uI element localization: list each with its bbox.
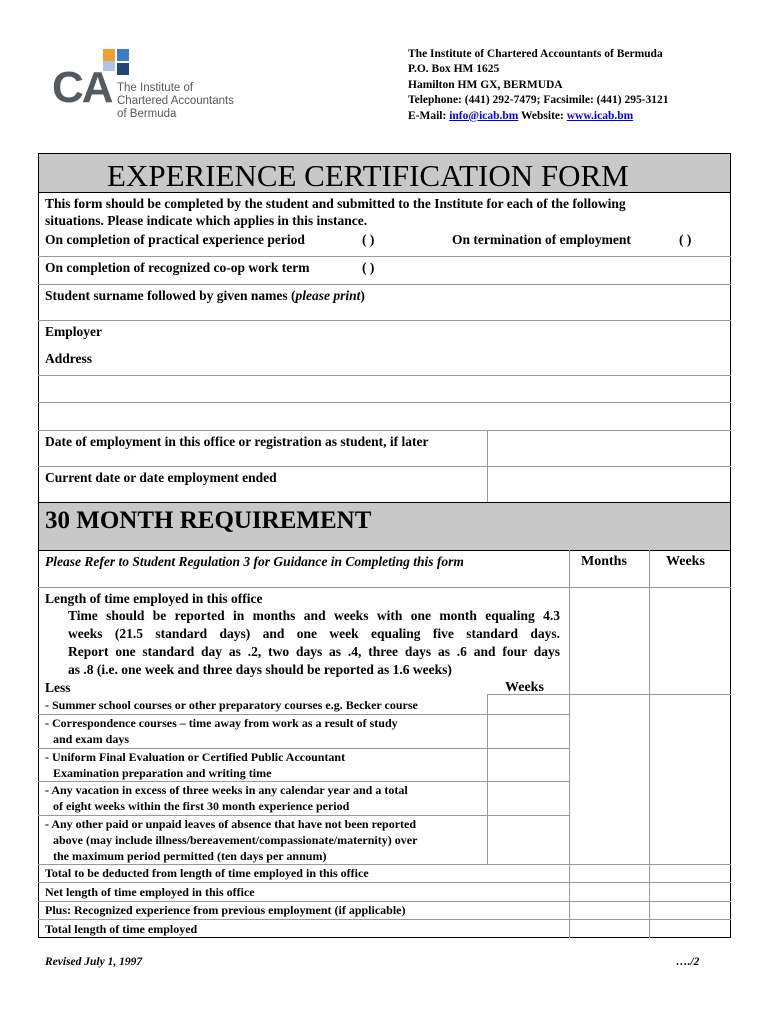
org-city: Hamilton HM GX, BERMUDA [408, 78, 563, 91]
intro-line-2: situations. Please indicate which applies in this instance. [45, 213, 368, 228]
weeks-field-correspondence[interactable] [488, 715, 569, 748]
student-name-field[interactable] [39, 303, 730, 319]
requirement-title: 30 MONTH REQUIREMENT [45, 507, 372, 534]
previous-experience-weeks-field[interactable] [650, 902, 730, 919]
date-of-employment-label: Date of employment in this office or registration as student, if later [45, 434, 429, 449]
current-date-label: Current date or date employment ended [45, 470, 277, 485]
logo-square-orange [103, 49, 115, 61]
student-name-label: Student surname followed by given names (please print) [45, 288, 365, 303]
net-length-months-field[interactable] [570, 883, 649, 901]
option-practical-experience-label: On completion of practical experience period [45, 232, 305, 247]
deduction-correspondence-cont: and exam days [53, 732, 130, 746]
weeks-field-leaves[interactable] [488, 816, 569, 864]
option-practical-experience-checkbox[interactable]: ( ) [362, 232, 375, 247]
org-phone: Telephone: (441) 292-7479; Facsimile: (441) 295-3121 [408, 94, 669, 107]
employer-label: Employer [45, 324, 102, 339]
weeks-field-uniform-final[interactable] [488, 749, 569, 781]
weeks-column-header: Weeks [666, 554, 705, 569]
total-deducted-months-field[interactable] [570, 865, 649, 882]
current-date-field[interactable] [488, 467, 730, 502]
less-weeks-label: Weeks [505, 680, 544, 695]
date-of-employment-field[interactable] [488, 431, 730, 466]
net-length-weeks-field[interactable] [650, 883, 730, 901]
logo-square-navy [117, 63, 129, 75]
option-termination-checkbox[interactable]: ( ) [679, 232, 692, 247]
length-weeks-field[interactable] [650, 588, 730, 694]
deduction-vacation-cont: of eight weeks within the first 30 month experience period [53, 799, 350, 813]
length-heading: Length of time employed in this office [45, 591, 263, 606]
weeks-field-vacation[interactable] [488, 782, 569, 815]
deduction-uniform-final: - Uniform Final Evaluation or Certified Public Accountant [45, 750, 346, 764]
logo-initials: CA [52, 63, 112, 112]
guidance-para-line-3: Report one standard day as .2, two days as .4, three days as .6 and four days [68, 644, 560, 659]
months-column-header: Months [581, 554, 627, 569]
total-deducted-weeks-field[interactable] [650, 865, 730, 882]
logo-name [117, 82, 234, 121]
employer-field[interactable] [120, 321, 730, 347]
org-name: The Institute of Chartered Accountants of Bermuda [408, 48, 663, 60]
less-label: Less [45, 680, 71, 695]
organization-address-block [408, 47, 669, 124]
logo-line: Chartered Accountants [117, 95, 234, 107]
org-contact-line [408, 109, 669, 124]
logo-square-blue [117, 49, 129, 61]
intro-line-1: This form should be completed by the student and submitted to the Institute for each of the following [45, 196, 626, 211]
total-length-weeks-field[interactable] [650, 920, 730, 937]
net-length-label: Net length of time employed in this office [45, 885, 255, 899]
revision-date: Revised July 1, 1997 [45, 956, 143, 968]
address-field-line-1[interactable] [120, 348, 730, 374]
deduction-vacation: - Any vacation in excess of three weeks in any calendar year and a total [45, 783, 408, 797]
logo-line: The Institute of [117, 82, 194, 94]
logo-line: of Bermuda [117, 108, 177, 120]
deduction-leaves: - Any other paid or unpaid leaves of absence that have not been reported [45, 817, 417, 831]
guidance-para-line-1: Time should be reported in months and weeks with one month equaling 4.3 [68, 608, 560, 623]
address-field-line-3[interactable] [39, 403, 730, 429]
website-label: Website: [521, 109, 564, 122]
org-po-box: P.O. Box HM 1625 [408, 63, 500, 76]
option-coop-checkbox[interactable]: ( ) [362, 260, 375, 275]
deduction-leaves-cont-1: above (may include illness/bereavement/compassionate/maternity) over [53, 833, 418, 847]
previous-experience-months-field[interactable] [570, 902, 649, 919]
email-label: E-Mail: [408, 109, 447, 122]
previous-experience-label: Plus: Recognized experience from previous employment (if applicable) [45, 903, 406, 917]
length-months-field[interactable] [570, 588, 649, 694]
deduction-leaves-cont-2: the maximum period permitted (ten days per annum) [53, 849, 327, 863]
option-coop-label: On completion of recognized co-op work term [45, 260, 310, 275]
total-length-months-field[interactable] [570, 920, 649, 937]
deduction-uniform-final-cont: Examination preparation and writing time [53, 766, 272, 780]
page-continuation: …./2 [676, 956, 700, 968]
weeks-field-summer-school[interactable] [488, 695, 569, 714]
total-length-label: Total length of time employed [45, 922, 198, 936]
website-link[interactable]: www.icab.bm [566, 109, 634, 122]
total-deducted-label: Total to be deducted from length of time employed in this office [45, 866, 369, 880]
option-termination-label: On termination of employment [452, 232, 631, 247]
guidance-para-line-4: as .8 (i.e. one week and three days should be reported as 1.6 weeks) [68, 662, 452, 677]
form-title: EXPERIENCE CERTIFICATION FORM [107, 158, 629, 193]
address-label: Address [45, 351, 93, 366]
address-field-line-2[interactable] [39, 376, 730, 402]
email-link[interactable]: info@icab.bm [449, 109, 519, 122]
guidance-para-line-2: weeks (21.5 standard days) and one week equaling five standard days. [68, 626, 560, 641]
guidance-note: Please Refer to Student Regulation 3 for Guidance in Completing this form [45, 554, 464, 569]
deduction-correspondence: - Correspondence courses – time away from work as a result of study [45, 716, 398, 730]
deduction-summer-school: - Summer school courses or other preparatory courses e.g. Becker course [45, 698, 418, 712]
